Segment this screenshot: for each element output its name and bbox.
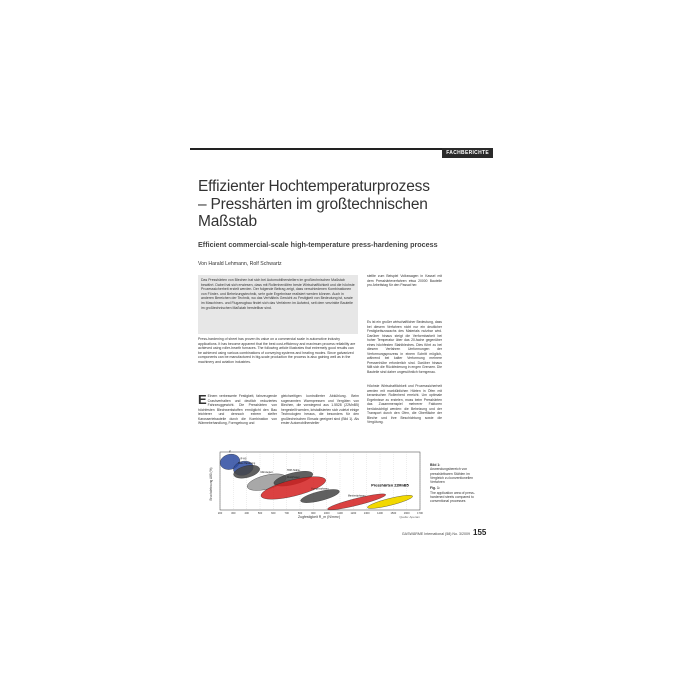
caption-label-en: Fig. 1: (430, 486, 440, 491)
caption-text-de: Anwendungsbereich von presshärtbaren Stählen im Vergleich zu konventionellen Verfahren (430, 467, 473, 485)
region-label: Presshärten 22MnB5 (371, 483, 409, 488)
body-column-2: gleichzeitigen kontrollierter Abkühlung. Beim sogenannten Warmpressen und Vergüten von Blechen, die vorwiegend aus 1.5528 (22MnB5) hergestellt werden, kristallisierten sich zuletzt einige Technologien heraus, die besonders für den großtechnischen Einsatz geeignet sind (Bild 1). Als erster Automobilhersteller (281, 394, 359, 425)
region-label: IF-HS (240, 457, 247, 461)
body-column-3b: Es ist ein großer wirtschaftlicher Bedeutung, dass bei diesem Verfahren nicht nur ein deutlicher Festigkeitszuwachs des Materials nutzbar wird. Darüber hinaus steigt die Verformbarkeit bei hoher Temperatur über das 20-fache gegenüber eines höchfesten Stahlbleches. Dies führt zu bei diesem Verfahren Umformungen der Verformungsprozess in einem Schritt möglich, während bei kalter Verformung mehrere Pressenhübe erforderlich sind. Darüber hinaus fällt sich die Rückfederung in engen Grenzen. Die Bauteile sind daher ungewöhnlich formgenau. (367, 320, 442, 374)
x-tick-label: 900 (311, 512, 316, 515)
x-tick-label: 500 (257, 512, 263, 515)
abstract-box (198, 275, 358, 334)
x-axis-label: Zugfestigkeit R_m (N/mm²) (297, 515, 341, 519)
x-tick-label: 300 (231, 512, 236, 515)
body-column-1 (198, 394, 277, 448)
source-note: Quelle: Aperam (399, 515, 420, 519)
region-label: Dualphasen (286, 475, 300, 479)
x-tick-label: 1700 (417, 512, 423, 515)
section-tag: FACHBERICHTE (442, 148, 493, 158)
article-title: Effizienter Hochtemperaturprozess – Presshärten im großtechnischen Maßstab (198, 178, 430, 230)
body-text-1: Einem verbesserte Festigkeit, fahrzeugende Crashverhalten und deutlich reduziertes Fahrzeuggewicht. Die Presshärten von höchfesten Blechwerkstoffen ermöglicht den Bau leichterer und dennoch extrem steifer Karosseriebauteile durch die Kombination von Wärmebehandlung, Formgebung und (198, 394, 277, 425)
region-label: TRIP-Stähle (286, 468, 300, 472)
region-label: IF (228, 450, 232, 454)
figure-chart (208, 448, 438, 520)
x-tick-label: 1500 (390, 512, 397, 515)
figure-caption (430, 463, 478, 504)
x-tick-label: 1200 (350, 512, 357, 515)
x-tick-label: 400 (244, 512, 249, 515)
region-label: Mikrolegiert (260, 471, 273, 475)
caption-text-en: The application area of press-hardened steels compared to conventional processes (430, 490, 475, 504)
abstract-english: Press-hardening of sheet has proven its value on a commercial scale in automotive industry applications. It has become apparent that the best cost-efficiency and maximum process reliability are achieved using roller-hearth furnaces. The following article illustrates that extremely good results can be achieved using various combinations of conveying systems and heating modes. Since galvanized components can be manufactured in big-scale production the process is also gaining well as in the machinery and aviation industries. (198, 337, 356, 364)
x-tick-label: 600 (271, 512, 276, 515)
journal-footer: GASWÄRME International (58) No. 3/2009 (401, 532, 470, 536)
abstract-german: Das Presshärten von Blechen hat sich bei Automobilherstellern im großtechnischen Maßstab bewährt. Dabei hat sich erwiesen, dass mit Rollenherdöfen beste Wirtschaftlichkeit und die höchste Prozesssicherheit erzielt werden. Der folgende Beitrag zeigt, dass verschiedenen Kombinationen von Förder- und Beheizungstechnik, sehr gute Ergebnisse realisiert werden können. Auch in anderen Bereichen der Technik, wo das Verhältnis Gewicht zu Festigkeit von Bedeutung ist, sowie im Maschinen- und Flugzeugbau findet sich das Verfahren im Aufwind, seit dem verzinkte Bauteile im großtechnischen Maßstab herstellbar sind. (201, 278, 355, 310)
x-tick-label: 700 (284, 512, 289, 515)
body-column-3c: Höchste Wirtschaftlichkeit und Prozesssicherheit werden mit marktüblichen Härten in Öfen mit keramischen Rollenherd erreicht. Um optimale Ergebnisse zu erzielen, muss beim Presshärten das Zusammenspiel mehrerer Faktoren berücksichtigt werden: die Beheizung und der Transport durch den Ofen, die Oberfläche der Bleche und ihre Beschichtung sowie die Vergütung. (367, 384, 442, 424)
y-axis-label: Bruchdehnung A80 (%) (209, 467, 213, 501)
drop-cap: E (198, 394, 207, 407)
x-tick-label: 1000 (323, 512, 330, 515)
x-tick-label: 200 (217, 512, 223, 515)
body-column-3a: stellte zum Beispiel Volkswagen in Kassel mit dem Presshärteverfahren etwa 20000 Bauteile pro Arbeitstag für den Passat her. (367, 274, 442, 287)
caption-label-de: Bild 1: (430, 463, 441, 467)
article-authors: Von Harald Lehmann, Rolf Schwartz (198, 261, 282, 267)
x-tick-label: 1400 (377, 512, 383, 515)
chart-svg (208, 448, 430, 520)
region-label: Bake Hardening (238, 461, 256, 465)
journal-page (190, 148, 493, 543)
x-tick-label: 1600 (403, 512, 410, 515)
region-label: Martensitphasen (347, 494, 366, 498)
x-tick-label: 800 (297, 512, 303, 515)
region-label: Komplexphasen (311, 487, 329, 491)
x-tick-label: 1300 (363, 512, 370, 515)
page-number: 155 (473, 528, 487, 537)
x-tick-label: 1100 (337, 512, 343, 515)
article-subtitle: Efficient commercial-scale high-temperature press-hardening process (198, 240, 438, 249)
header-rule (190, 148, 446, 150)
